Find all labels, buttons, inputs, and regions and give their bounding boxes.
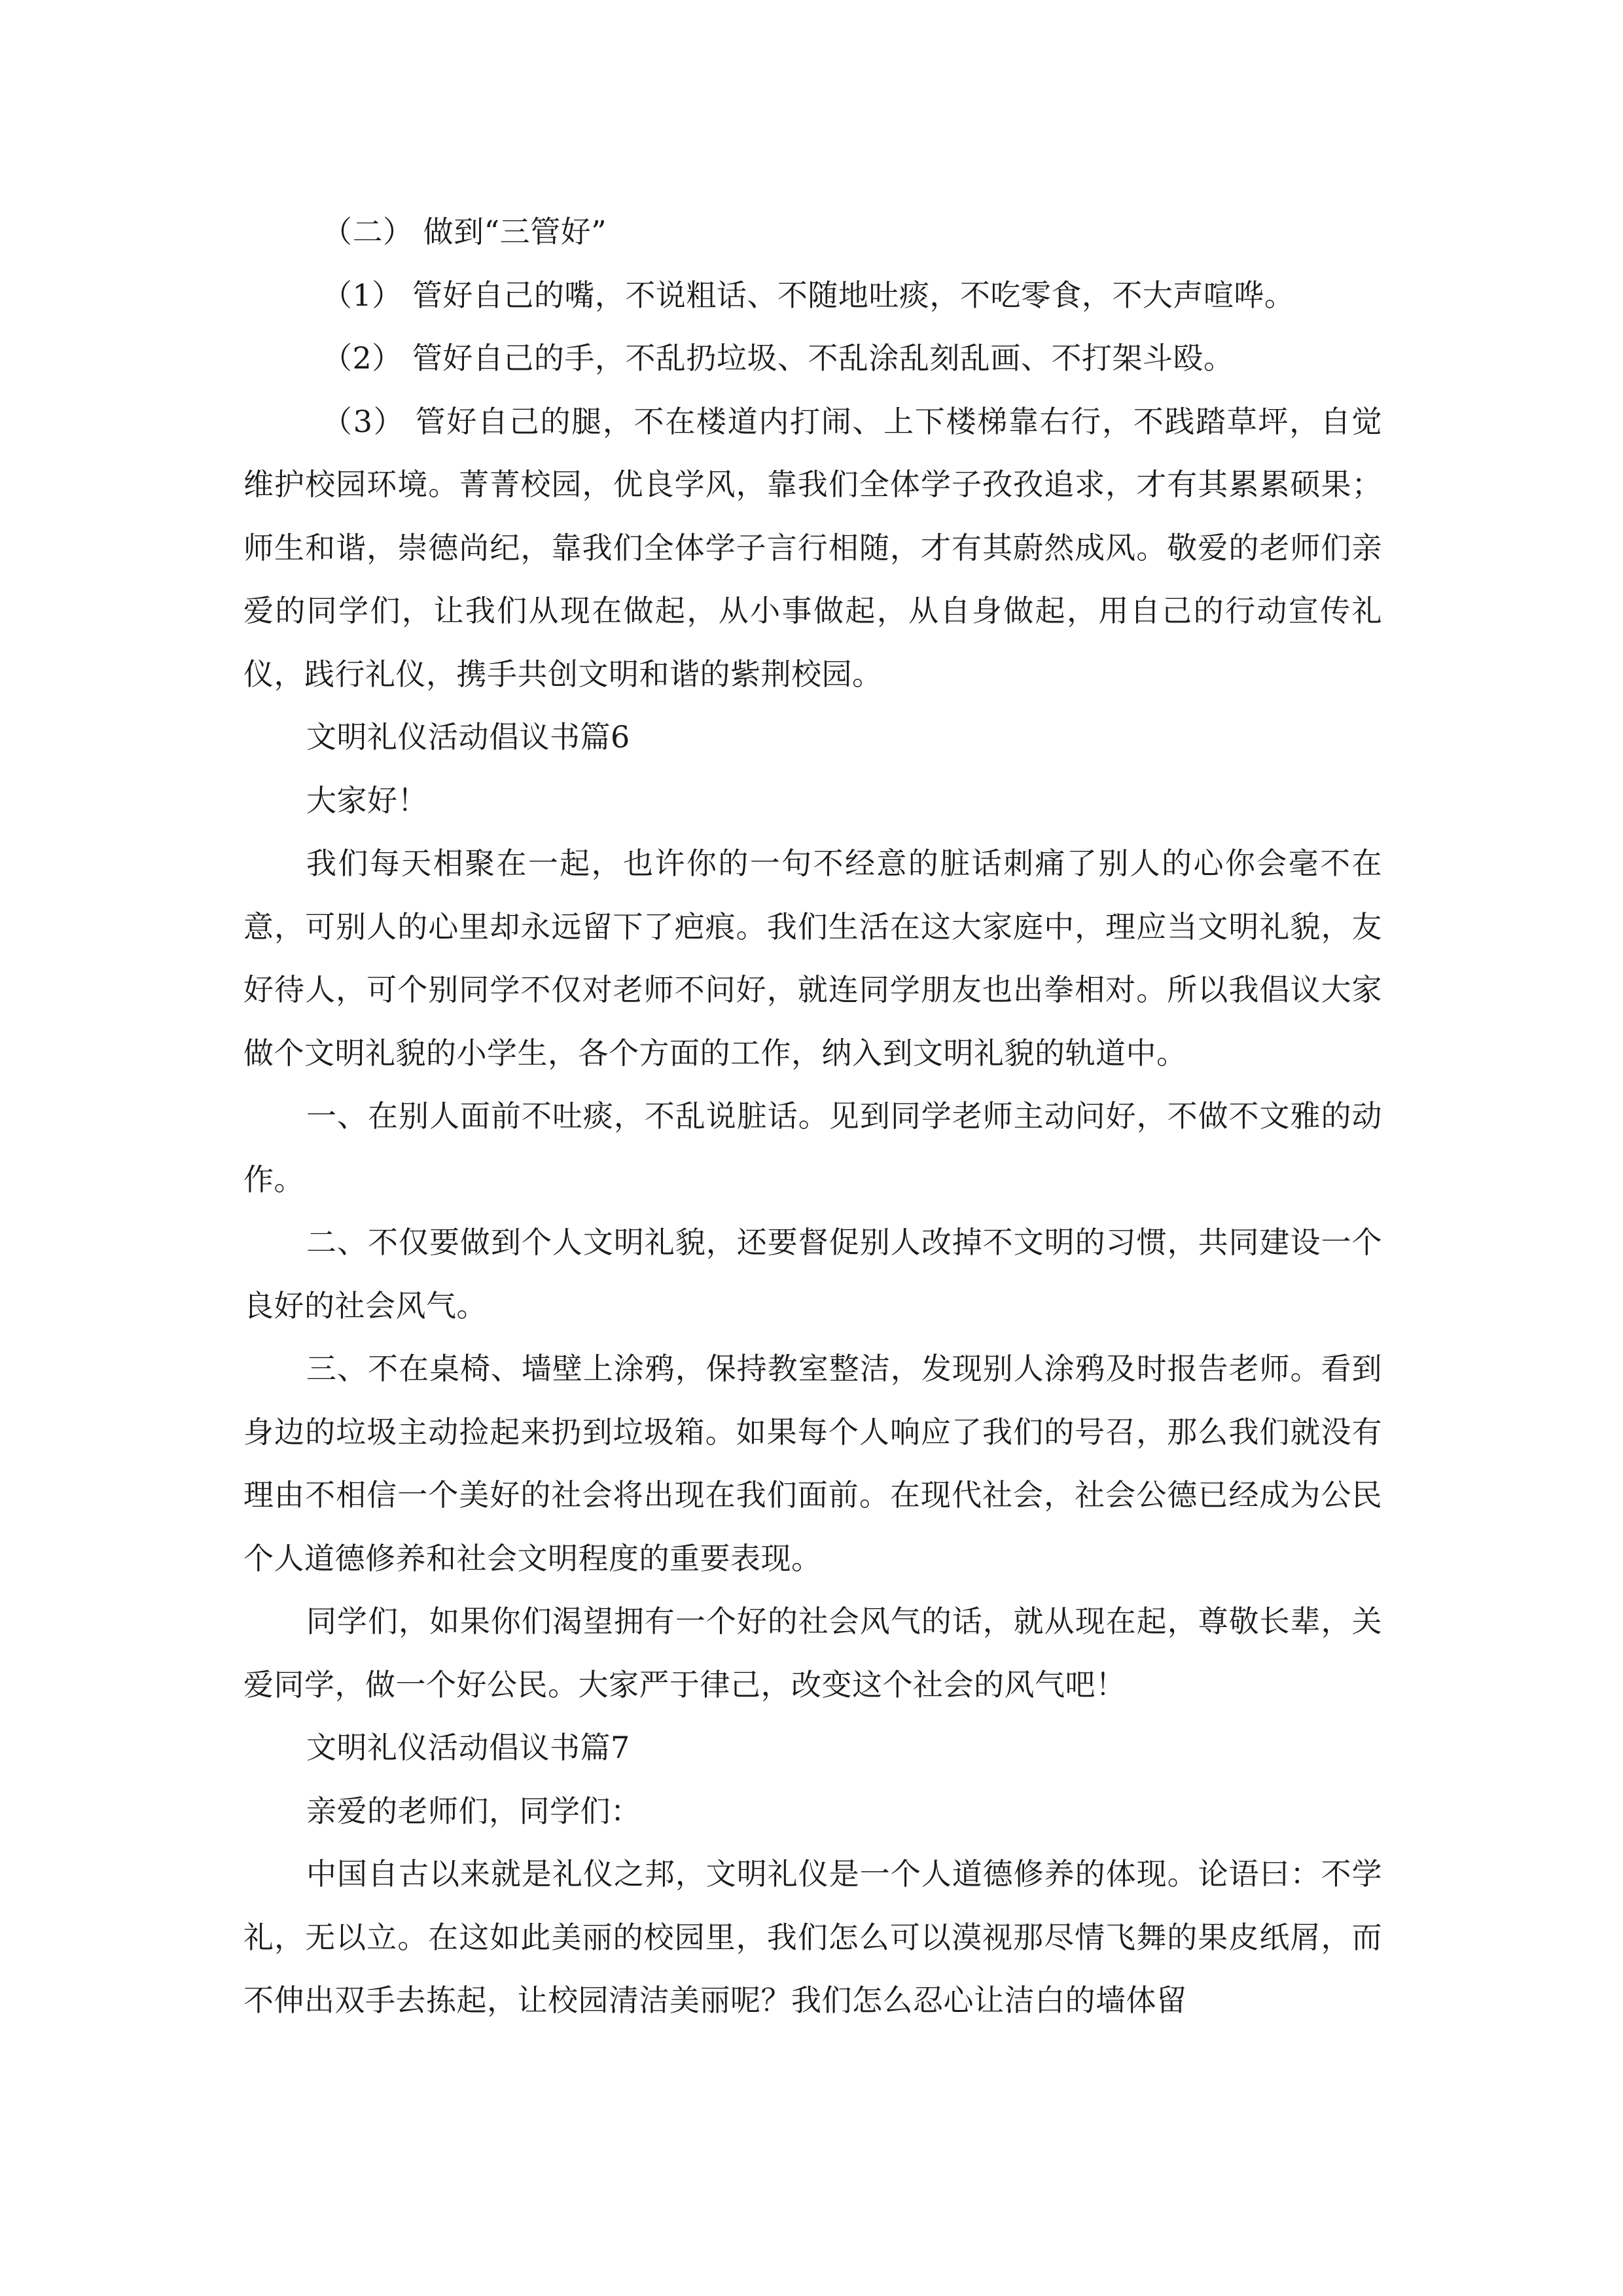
document-body — [243, 200, 1382, 2032]
body-paragraph: 同学们，如果你们渴望拥有一个好的社会风气的话，就从现在起，尊敬长辈，关爱同学，做一个好公民。大家严于律己，改变这个社会的风气吧！ — [243, 1604, 1382, 1702]
body-paragraph: 三、不在桌椅、墙壁上涂鸦，保持教室整洁，发现别人涂鸦及时报告老师。看到身边的垃圾主动捡起来扔到垃圾箱。如果每个人响应了我们的号召，那么我们就没有理由不相信一个美好的社会将出现在我们面前。在现代社会，社会公德已经成为公民个人道德修养和社会文明程度的重要表现。 — [243, 1351, 1382, 1576]
list-item-hands: （2） 管好自己的手，不乱扔垃圾、不乱涂乱刻乱画、不打架斗殴。 — [322, 340, 1234, 376]
body-paragraph: 中国自古以来就是礼仪之邦，文明礼仪是一个人道德修养的体现。论语曰：不学礼，无以立。在这如此美丽的校园里，我们怎么可以漠视那尽情飞舞的果皮纸屑，而不伸出双手去拣起，让校园清洁美丽呢？我们怎么忍心让洁白的墙体留 — [243, 1856, 1382, 2018]
body-paragraph: 我们每天相聚在一起，也许你的一句不经意的脏话刺痛了别人的心你会毫不在意，可别人的心里却永远留下了疤痕。我们生活在这大家庭中，理应当文明礼貌，友好待人，可个别同学不仅对老师不问好，就连同学朋友也出拳相对。所以我倡议大家做个文明礼貌的小学生，各个方面的工作，纳入到文明礼貌的轨道中。 — [243, 846, 1382, 1071]
body-paragraph: 一、在别人面前不吐痰，不乱说脏话。见到同学老师主动问好，不做不文雅的动作。 — [243, 1098, 1382, 1197]
list-item-mouth: （1） 管好自己的嘴，不说粗话、不随地吐痰，不吃零食，不大声喧哗。 — [322, 277, 1295, 313]
greeting-6: 大家好！ — [306, 782, 428, 818]
greeting-7: 亲爱的老师们，同学们： — [306, 1793, 641, 1829]
article-title-7: 文明礼仪活动倡议书篇7 — [306, 1730, 630, 1765]
list-item-legs: （3） 管好自己的腿，不在楼道内打闹、上下楼梯靠右行，不践踏草坪，自觉维护校园环境。菁菁校园，优良学风，靠我们全体学子孜孜追求，才有其累累硕果；师生和谐，崇德尚纪，靠我们全体学子言行相随，才有其蔚然成风。敬爱的老师们亲爱的同学们，让我们从现在做起，从小事做起，从自身做起，用自己的行动宣传礼仪，践行礼仪，携手共创文明和谐的紫荆校园。 — [243, 403, 1382, 692]
article-title-6: 文明礼仪活动倡议书篇6 — [306, 719, 630, 755]
section-heading-three-goods: （二） 做到“三管好” — [322, 214, 607, 249]
body-paragraph: 二、不仅要做到个人文明礼貌，还要督促别人改掉不文明的习惯，共同建设一个良好的社会风气。 — [243, 1225, 1382, 1323]
